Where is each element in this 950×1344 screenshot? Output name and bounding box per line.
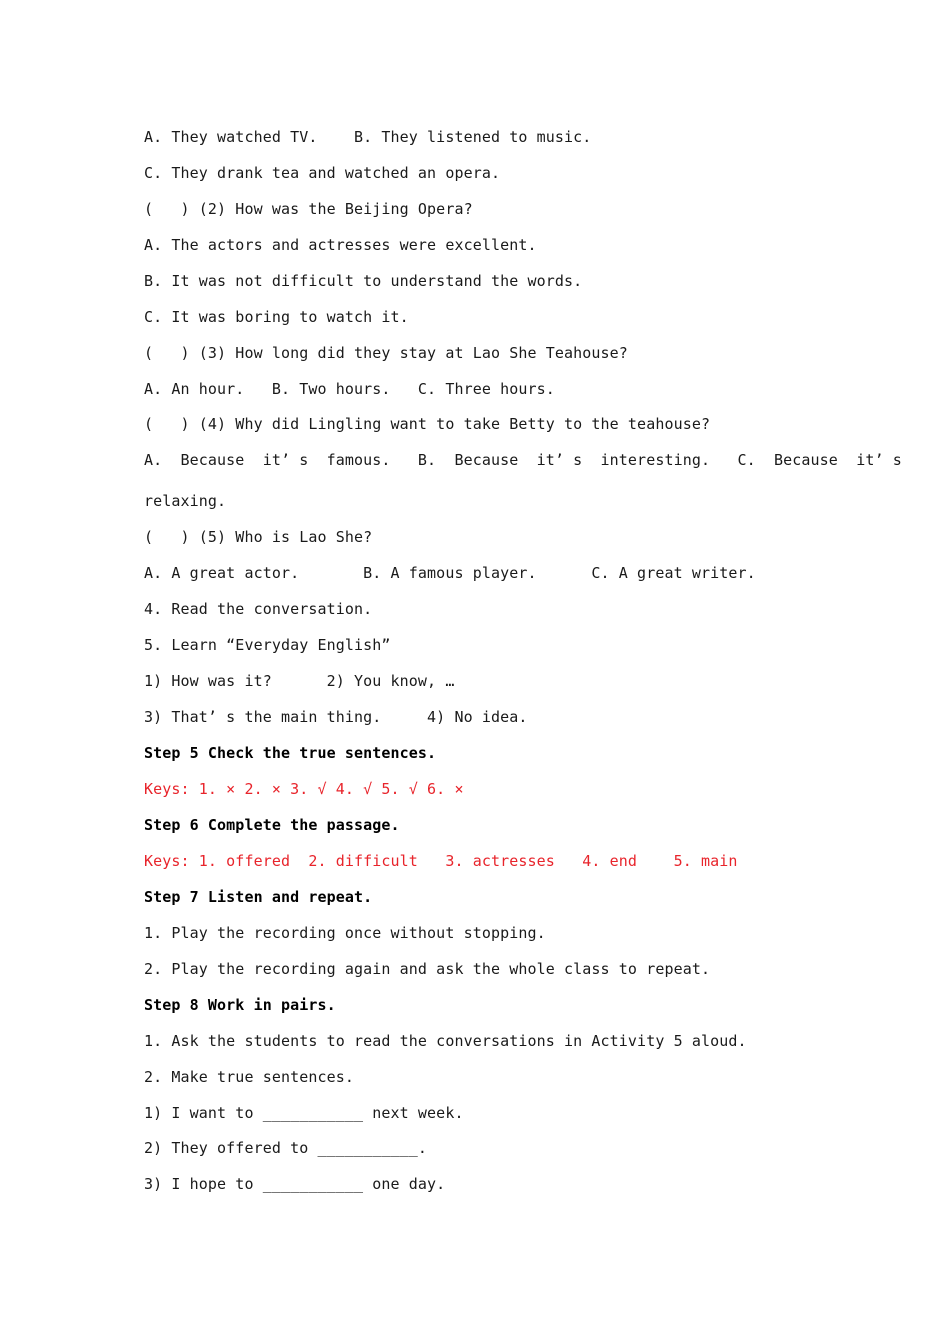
- option-line-q2-b: B. It was not difficult to understand the words.: [144, 272, 583, 290]
- sentence-blank-1: 1) I want to ___________ next week.: [144, 1104, 464, 1122]
- option-line-q2-a: A. The actors and actresses were excellent.: [144, 236, 537, 254]
- question-5: ( ) (5) Who is Lao She?: [144, 528, 373, 546]
- instruction-5: 5. Learn “Everyday English”: [144, 636, 391, 654]
- sentence-blank-2: 2) They offered to ___________.: [144, 1139, 428, 1157]
- step-7-heading: Step 7 Listen and repeat.: [144, 888, 373, 906]
- question-4: ( ) (4) Why did Lingling want to take Betty to the teahouse?: [144, 415, 711, 433]
- option-line-q5: A. A great actor. B. A famous player. C. A great writer.: [144, 564, 756, 582]
- step-8-heading: Step 8 Work in pairs.: [144, 996, 336, 1014]
- option-line-q4-cont: relaxing.: [144, 492, 227, 510]
- step-7-item-2: 2. Play the recording again and ask the whole class to repeat.: [144, 960, 711, 978]
- step-7-item-1: 1. Play the recording once without stopping.: [144, 924, 546, 942]
- sentence-blank-3: 3) I hope to ___________ one day.: [144, 1175, 446, 1193]
- question-3: ( ) (3) How long did they stay at Lao She Teahouse?: [144, 344, 628, 362]
- everyday-english-2: 3) That’ s the main thing. 4) No idea.: [144, 708, 528, 726]
- option-line-q1-c: C. They drank tea and watched an opera.: [144, 164, 501, 182]
- step-8-item-2: 2. Make true sentences.: [144, 1068, 355, 1086]
- option-line-q2-c: C. It was boring to watch it.: [144, 308, 409, 326]
- instruction-4: 4. Read the conversation.: [144, 600, 373, 618]
- everyday-english-1: 1) How was it? 2) You know, …: [144, 672, 455, 690]
- option-line-q1: A. They watched TV. B. They listened to music.: [144, 128, 592, 146]
- question-2: ( ) (2) How was the Beijing Opera?: [144, 200, 473, 218]
- step-6-heading: Step 6 Complete the passage.: [144, 816, 400, 834]
- option-line-q4: A. Because it’ s famous. B. Because it’ s interesting. C. Because it’ s: [144, 451, 902, 469]
- option-line-q3: A. An hour. B. Two hours. C. Three hours.: [144, 380, 555, 398]
- step-8-item-1: 1. Ask the students to read the conversations in Activity 5 aloud.: [144, 1032, 747, 1050]
- step-5-keys: Keys: 1. × 2. × 3. √ 4. √ 5. √ 6. ×: [144, 780, 464, 798]
- step-6-keys: Keys: 1. offered 2. difficult 3. actresses 4. end 5. main: [144, 852, 738, 870]
- step-5-heading: Step 5 Check the true sentences.: [144, 744, 437, 762]
